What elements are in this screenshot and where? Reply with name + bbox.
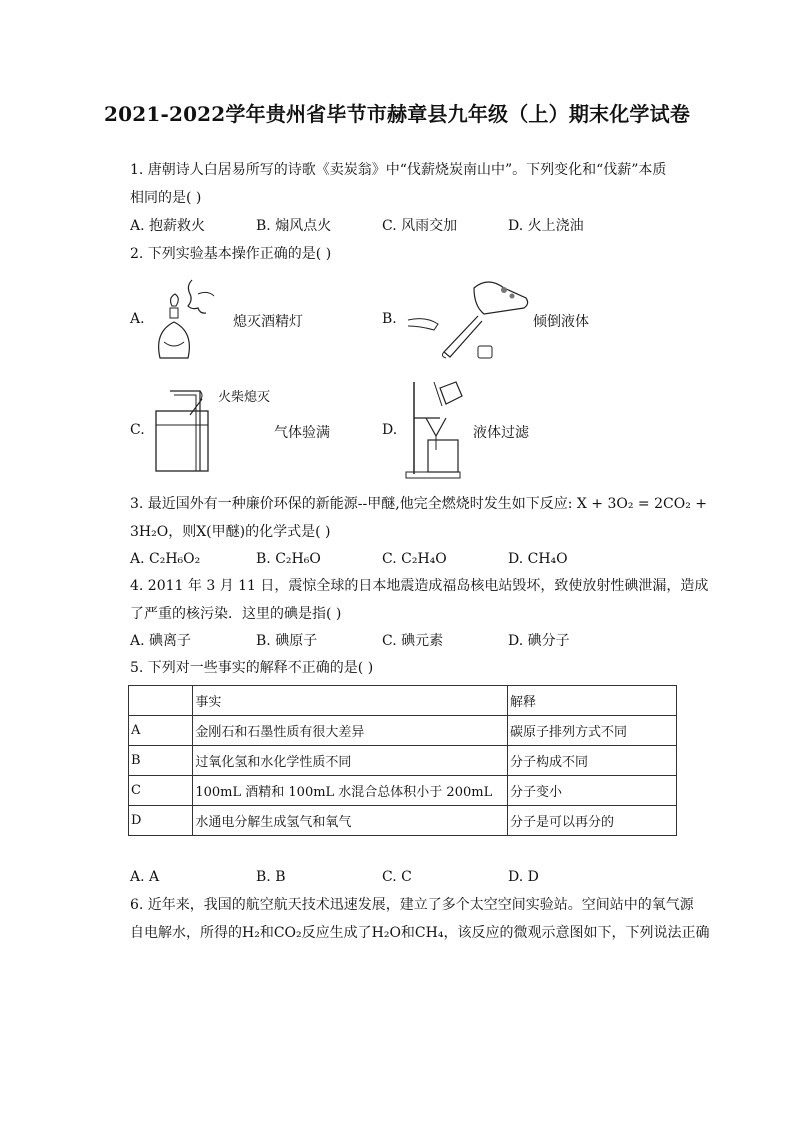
q5-option-c: C. C — [382, 869, 412, 885]
q2-option-a-letter: A. — [130, 311, 145, 327]
q5-stem: 5. 下列对一些事实的解释不正确的是( ) — [130, 660, 374, 676]
table-header-row — [129, 686, 677, 716]
q2-option-c-annotation: 火柴熄灭 — [218, 390, 271, 405]
table-row — [129, 746, 677, 776]
q4-stem-line1: 4. 2011 年 3 月 11 日，震惊全球的日本地震造成福岛核电站毁坏，致使放射性碘泄漏，造成 — [130, 578, 709, 594]
alcohol-lamp-blowing-image — [150, 272, 230, 364]
q4-stem-line2: 了严重的核污染．这里的碘是指( ) — [130, 606, 342, 622]
q1-option-b: B. 煽风点火 — [256, 218, 332, 234]
table-header-cell: 事实 — [193, 686, 508, 716]
table-row — [129, 716, 677, 746]
table-cell: D — [129, 806, 193, 836]
q2-option-b-label: 倾倒液体 — [533, 314, 589, 330]
q4-option-a: A. 碘离子 — [130, 633, 192, 649]
table-cell: A — [129, 716, 193, 746]
q5-option-a: A. A — [130, 869, 160, 885]
q3-stem-line2: 3H₂O，则X(甲醚)的化学式是( ) — [130, 524, 331, 540]
q2-option-d-label: 液体过滤 — [473, 425, 529, 441]
q4-option-c: C. 碘元素 — [382, 633, 444, 649]
q2-option-d-letter: D. — [382, 422, 398, 438]
q2-stem: 2. 下列实验基本操作正确的是( ) — [130, 246, 332, 262]
q3-option-d: D. CH₄O — [508, 551, 568, 567]
q5-option-d: D. D — [508, 869, 539, 885]
table-cell: 100mL 酒精和 100mL 水混合总体积小于 200mL — [193, 776, 508, 806]
filtration-setup-image — [404, 378, 470, 480]
table-cell: 碳原子排列方式不同 — [507, 716, 676, 746]
q4-option-d: D. 碘分子 — [508, 633, 570, 649]
q5-table — [128, 685, 677, 836]
q3-stem-line1: 3. 最近国外有一种廉价环保的新能源--甲醚,他完全燃烧时发生如下反应: X + 3O₂ = 2CO₂ + — [130, 496, 707, 512]
q2-option-b-letter: B. — [382, 311, 397, 327]
table-row — [129, 776, 677, 806]
q1-stem-line2: 相同的是( ) — [130, 190, 202, 206]
q3-option-c: C. C₂H₄O — [382, 551, 447, 567]
table-cell: 分子变小 — [507, 776, 676, 806]
table-cell: 金刚石和石墨性质有很大差异 — [193, 716, 508, 746]
q3-option-b: B. C₂H₆O — [256, 551, 321, 567]
pour-liquid-image — [404, 276, 532, 360]
table-cell: 分子是可以再分的 — [507, 806, 676, 836]
table-cell: 过氧化氢和水化学性质不同 — [193, 746, 508, 776]
q2-option-a-label: 熄灭酒精灯 — [233, 314, 303, 330]
q1-option-c: C. 风雨交加 — [382, 218, 458, 234]
table-header-cell — [129, 686, 193, 716]
q6-stem-line1: 6. 近年来，我国的航空航天技术迅速发展，建立了多个太空空间实验站。空间站中的氧气源 — [130, 897, 694, 913]
q2-option-c-label: 气体验满 — [274, 425, 330, 441]
table-row — [129, 806, 677, 836]
q5-option-b: B. B — [256, 869, 286, 885]
table-cell: 分子构成不同 — [507, 746, 676, 776]
table-header-cell: 解释 — [507, 686, 676, 716]
table-cell: C — [129, 776, 193, 806]
table-cell: B — [129, 746, 193, 776]
q1-option-d: D. 火上浇油 — [508, 218, 584, 234]
q1-stem-line1: 1. 唐朝诗人白居易所写的诗歌《卖炭翁》中“伐薪烧炭南山中”。下列变化和“伐薪”本质 — [130, 162, 667, 178]
q6-stem-line2: 自电解水，所得的H₂和CO₂反应生成了H₂O和CH₄，该反应的微观示意图如下，下列说法正确 — [130, 925, 710, 941]
q4-option-b: B. 碘原子 — [256, 633, 318, 649]
table-cell: 水通电分解生成氢气和氧气 — [193, 806, 508, 836]
q3-option-a: A. C₂H₆O₂ — [130, 551, 201, 567]
page-title: 2021-2022学年贵州省毕节市赫章县九年级（上）期末化学试卷 — [103, 102, 691, 126]
q2-option-c-letter: C. — [130, 422, 145, 438]
q1-option-a: A. 抱薪救火 — [130, 218, 206, 234]
